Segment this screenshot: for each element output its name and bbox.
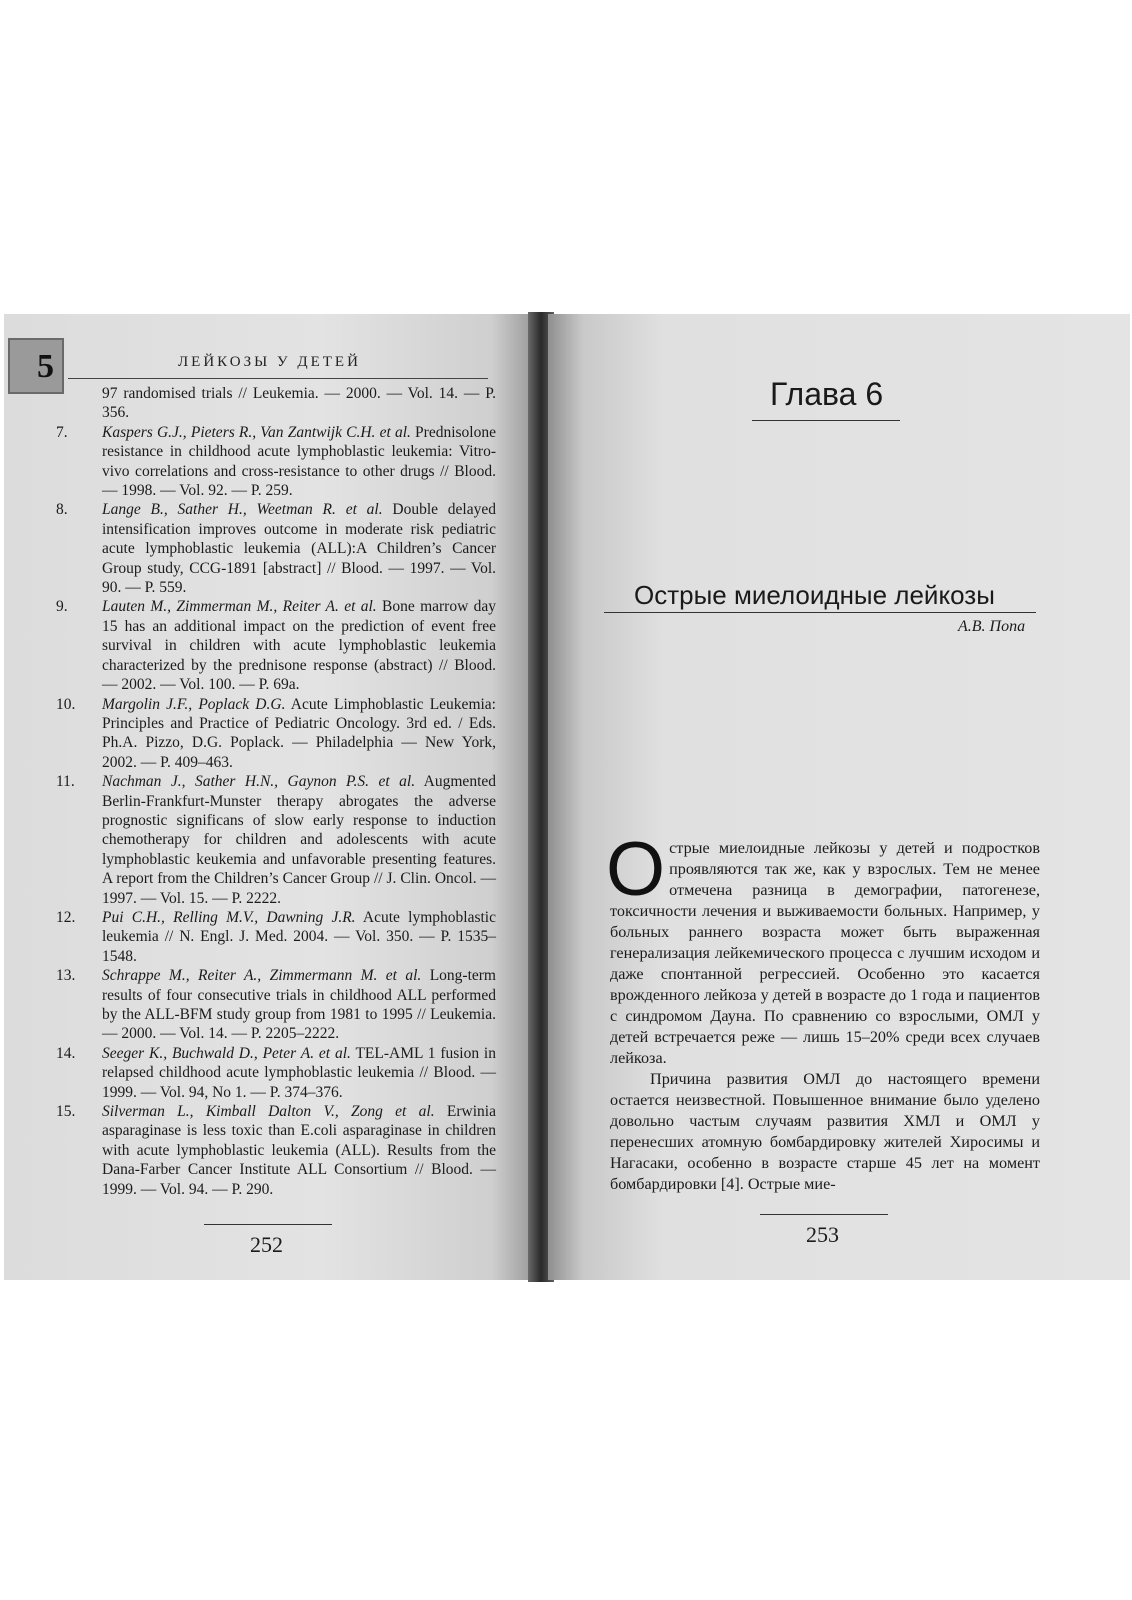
paragraph-1-text: стрые миелоидные лейкозы у детей и подростков проявляются так же, как у взрослых. Тем не менее отмечена разница в демографии, патогенезе, токсичности лечения и выживаемости больных. Например, у больных раннего возраста может быть выраженная генерализация лейкемического процесса с лучшим исходом и даже спонтанной регрессией. Особенно это касается врожденного лейкоза у детей в возрасте до 1 года и пациентов с синдромом Дауна. По сравнению со взрослыми, ОМЛ у детей встречается реже — лишь 15–20% среди всех случаев лейкоза. [610, 839, 1040, 1067]
reference-item [56, 908, 496, 966]
chapter-rule [752, 420, 900, 421]
left-page [4, 314, 534, 1280]
reference-item [56, 423, 496, 501]
reference-text [102, 597, 496, 694]
footer-rule-right [760, 1214, 888, 1215]
reference-number: 7. [56, 423, 68, 441]
running-head: ЛЕЙКОЗЫ У ДЕТЕЙ [178, 354, 361, 370]
reference-text [102, 500, 496, 597]
paragraph-2: Причина развития ОМЛ до настоящего времени остается неизвестной. Повышенное внимание было уделено довольно частым случаям развития ХМЛ и ОМЛ у перенесших атомную бомбардировку жителей Хиросимы и Нагасаки, особенно в возрасте старше 45 лет на момент бомбардировки [4]. Острые мие- [610, 1070, 1040, 1193]
reference-list [56, 384, 496, 1199]
reference-text [102, 772, 496, 908]
reference-item [56, 966, 496, 1044]
reference-body: Prednisolone resistance in childhood acute lymphoblastic leukemia: Vitro-vivo correlations and cross-resistance to other drugs // Blood. — 1998. — Vol. 92. — P. 259. [102, 423, 496, 500]
reference-body: Acute lymphoblastic leukemia // N. Engl. J. Med. 2004. — Vol. 350. — P. 1535–1548. [102, 908, 496, 965]
reference-authors: Nachman J., Sather H.N., Gaynon P.S. et al. [102, 773, 416, 791]
reference-number: 15. [56, 1103, 76, 1121]
reference-number: 11. [56, 773, 75, 791]
page-number-left: 252 [250, 1232, 283, 1257]
reference-text [102, 384, 496, 423]
reference-text [102, 966, 496, 1044]
reference-authors: Lauten M., Zimmerman M., Reiter A. et al. [102, 598, 377, 616]
page-number-right: 253 [806, 1222, 839, 1247]
reference-item [56, 772, 496, 908]
reference-authors: Kaspers G.J., Pieters R., Van Zantwijk C.H. et al. [102, 423, 411, 441]
reference-authors: Silverman L., Kimball Dalton V., Zong et al. [102, 1103, 435, 1121]
reference-body: Augmented Berlin-Frankfurt-Munster therapy abrogates the adverse prognostic significans of slow early response to induction chemotherapy for children and adolescents with acute lymphoblastic keukemia and unfavorable presenting features. A report from the Children’s Cancer Group // J. Clin. Oncol. — 1997. — Vol. 15. — P. 2222. [102, 773, 497, 907]
reference-body: Bone marrow day 15 has an additional impact on the prediction of event free survival in children with acute lymphoblastic leukemia characterized by the prednisone response (abstract) // Blood. — 2002. — Vol. 100. — P. 69a. [102, 598, 496, 694]
reference-number: 10. [56, 695, 76, 713]
reference-authors: Seeger K., Buchwald D., Peter A. et al. [102, 1044, 351, 1062]
book-spread [0, 312, 1132, 1282]
reference-number: 8. [56, 501, 68, 519]
reference-body: 97 randomised trials // Leukemia. — 2000. — Vol. 14. — P. 356. [102, 385, 496, 422]
reference-text [102, 423, 496, 501]
section-rule [604, 612, 1036, 613]
header-rule [68, 378, 488, 379]
reference-number: 9. [56, 598, 68, 616]
reference-number: 13. [56, 967, 76, 985]
reference-item [56, 695, 496, 773]
reference-text [102, 1044, 496, 1102]
reference-authors: Schrappe M., Reiter A., Zimmermann M. et al. [102, 967, 422, 985]
footer-rule [204, 1224, 332, 1225]
reference-authors: Margolin J.F., Poplack D.G. [102, 695, 286, 713]
reference-number [56, 384, 102, 423]
reference-body: TEL-AML 1 fusion in relapsed childhood acute lymphoblastic leukemia // Blood. — 1999. — Vol. 94, No 1. — P. 374–376. [102, 1044, 496, 1101]
body-text [606, 827, 1040, 1195]
paragraph-1 [606, 827, 1040, 1069]
reference-item [56, 384, 496, 423]
chapter-title: Глава 6 [770, 376, 884, 412]
reference-number: 14. [56, 1044, 76, 1062]
reference-authors: Lange B., Sather H., Weetman R. et al. [102, 501, 383, 519]
section-title: Острые миелоидные лейкозы [634, 580, 995, 610]
chapter-tab: 5 [8, 338, 64, 394]
reference-number: 12. [56, 908, 76, 926]
reference-item [56, 500, 496, 597]
reference-body: Erwinia asparaginase is less toxic than E.coli asparaginase in children with acute lymphoblastic leukemia (ALL). Results from the Dana-Farber Cancer Institute ALL Consortium // Blood. — 1999. — Vol. 94. — P. 290. [102, 1103, 496, 1198]
reference-item [56, 1102, 496, 1199]
drop-cap: О [606, 827, 666, 912]
reference-authors: Pui C.H., Relling M.V., Dawning J.R. [102, 908, 356, 926]
reference-text [102, 908, 496, 966]
reference-body: Long-term results of four consecutive trials in childhood ALL performed by the ALL-BFM study group from 1981 to 1995 // Leukemia. — 2000. — Vol. 14. — P. 2205–2222. [102, 967, 496, 1043]
reference-text [102, 695, 496, 773]
reference-item [56, 597, 496, 694]
author-name: А.В. Попа [958, 618, 1026, 635]
reference-item [56, 1044, 496, 1102]
reference-body: Double delayed intensification improves outcome in moderate risk pediatric acute lymphoblastic leukemia (ALL):A Children’s Cancer Group study, CCG-1891 [abstract] // Blood. — 1997. — Vol. 90. — P. 559. [102, 501, 496, 597]
reference-text [102, 1102, 496, 1199]
reference-body: Acute Limphoblastic Leukemia: Principles and Practice of Pediatric Oncology. 3rd ed. / Eds. Ph.A. Pizzo, D.G. Poplack. — Philadelphia — New York, 2002. — P. 409–463. [102, 695, 496, 771]
